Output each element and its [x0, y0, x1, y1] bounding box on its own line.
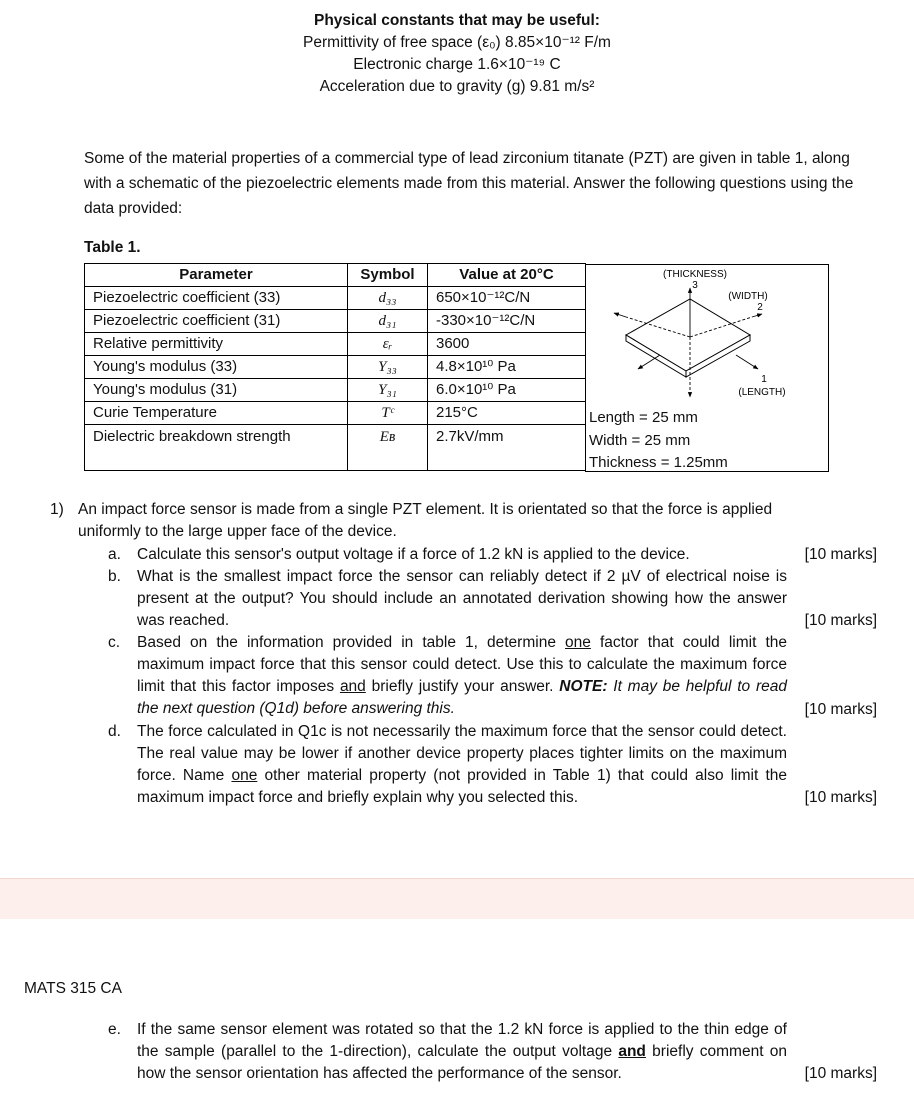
cell-value: 3600	[428, 333, 586, 356]
piezo-element-diagram	[586, 265, 828, 405]
intro-paragraph: Some of the material properties of a commercial type of lead zirconium titanate (PZT) are given in table 1, along with a schematic of the piezoelectric elements made from this material. Answer the following questions using the data provided:	[84, 150, 854, 217]
axis-2-label: 2	[757, 302, 763, 313]
part-e-marks: [10 marks]	[804, 1065, 877, 1082]
part-a-text: Calculate this sensor's output voltage if a force of 1.2 kN is applied to the device.	[137, 546, 690, 563]
dimension-length: Length = 25 mm	[589, 409, 698, 426]
cell-parameter: Relative permittivity	[85, 333, 348, 356]
width-label: (WIDTH)	[728, 291, 768, 302]
axis-3-label: 3	[692, 280, 698, 291]
question-stem: An impact force sensor is made from a single PZT element. It is orientated so that the force is applied uniformly to the large upper face of the device.	[78, 501, 773, 540]
part-e-text: If the same sensor element was rotated so that the 1.2 kN force is applied to the thin edge of the sample (parallel to the 1-direction), calculate the output voltage and briefly comment on how the sensor orientation has affected the performance of the sensor.	[137, 1021, 788, 1082]
table-row	[85, 356, 586, 379]
table-row	[85, 310, 586, 333]
cell-symbol: Y₃₃	[348, 356, 428, 379]
header-value: Value at 20°C	[428, 264, 586, 287]
part-b-text: What is the smallest impact force the sensor can reliably detect if 2 µV of electrical noise is present at the output? You should include an annotated derivation showing how the answer was reached.	[137, 568, 787, 629]
cell-symbol: Y₃₁	[348, 379, 428, 402]
cell-symbol: d₃₁	[348, 310, 428, 333]
part-b-marks: [10 marks]	[804, 612, 877, 629]
part-d-text: The force calculated in Q1c is not necessarily the maximum force that the sensor could detect. The real value may be lower if another device property places tighter limits on the maximum force. Name one other material property (not provided in Table 1) that could also limit the maximum impact force and briefly explain why you selected this.	[137, 723, 787, 806]
table-title: Table 1.	[84, 239, 141, 256]
constants-title: Physical constants that may be useful:	[314, 12, 600, 29]
cell-parameter: Dielectric breakdown strength	[85, 425, 348, 471]
cell-symbol: d₃₃	[348, 287, 428, 310]
part-a-letter: a.	[108, 546, 121, 563]
part-c-text: Based on the information provided in table 1, determine one factor that could limit the maximum impact force that this sensor could detect. Use this to calculate the maximum force limit that this factor imposes and briefly justify your answer. NOTE: It may be helpful to read the next question (Q1d) before answering this.	[137, 634, 787, 717]
dimension-thickness: Thickness = 1.25mm	[589, 454, 728, 471]
axis-1-label: 1	[761, 374, 767, 385]
part-c-marks: [10 marks]	[804, 701, 877, 718]
cell-value: 4.8×10¹⁰ Pa	[428, 356, 586, 379]
part-b-letter: b.	[108, 568, 121, 585]
cell-value: 215°C	[428, 402, 586, 425]
cell-value: -330×10⁻¹²C/N	[428, 310, 586, 333]
constant-gravity: Acceleration due to gravity (g) 9.81 m/s²	[319, 78, 595, 95]
part-a-marks: [10 marks]	[804, 546, 877, 563]
cell-parameter: Piezoelectric coefficient (31)	[85, 310, 348, 333]
part-c-letter: c.	[108, 634, 121, 651]
part-d-letter: d.	[108, 723, 121, 740]
constant-permittivity: Permittivity of free space (ε₀) 8.85×10⁻¹² F/m	[303, 34, 611, 51]
table-row	[85, 425, 586, 471]
cell-symbol: Eʙ	[348, 425, 428, 471]
header-symbol: Symbol	[348, 264, 428, 287]
table-row	[85, 379, 586, 402]
constant-charge: Electronic charge 1.6×10⁻¹⁹ C	[353, 56, 561, 73]
table-row	[85, 287, 586, 310]
footer-course-code: MATS 315 CA	[24, 980, 122, 997]
cell-value: 2.7kV/mm	[428, 425, 586, 471]
constants-block	[0, 10, 914, 98]
cell-value: 650×10⁻¹²C/N	[428, 287, 586, 310]
dimensions-list	[589, 407, 728, 475]
header-parameter: Parameter	[85, 264, 348, 287]
page-break	[0, 878, 914, 919]
table-header-row	[85, 264, 586, 287]
cell-symbol: Tᶜ	[348, 402, 428, 425]
table-row	[85, 402, 586, 425]
cell-parameter: Young's modulus (31)	[85, 379, 348, 402]
cell-parameter: Young's modulus (33)	[85, 356, 348, 379]
part-d-marks: [10 marks]	[804, 789, 877, 806]
schematic-panel	[585, 264, 829, 472]
question-number: 1)	[50, 501, 64, 518]
length-label: (LENGTH)	[738, 387, 786, 398]
table-row	[85, 333, 586, 356]
thickness-label: (THICKNESS)	[663, 269, 727, 280]
cell-parameter: Piezoelectric coefficient (33)	[85, 287, 348, 310]
cell-symbol: εᵣ	[348, 333, 428, 356]
cell-value: 6.0×10¹⁰ Pa	[428, 379, 586, 402]
properties-table	[84, 263, 586, 471]
dimension-width: Width = 25 mm	[589, 431, 691, 449]
part-e-letter: e.	[108, 1021, 121, 1038]
cell-parameter: Curie Temperature	[85, 402, 348, 425]
